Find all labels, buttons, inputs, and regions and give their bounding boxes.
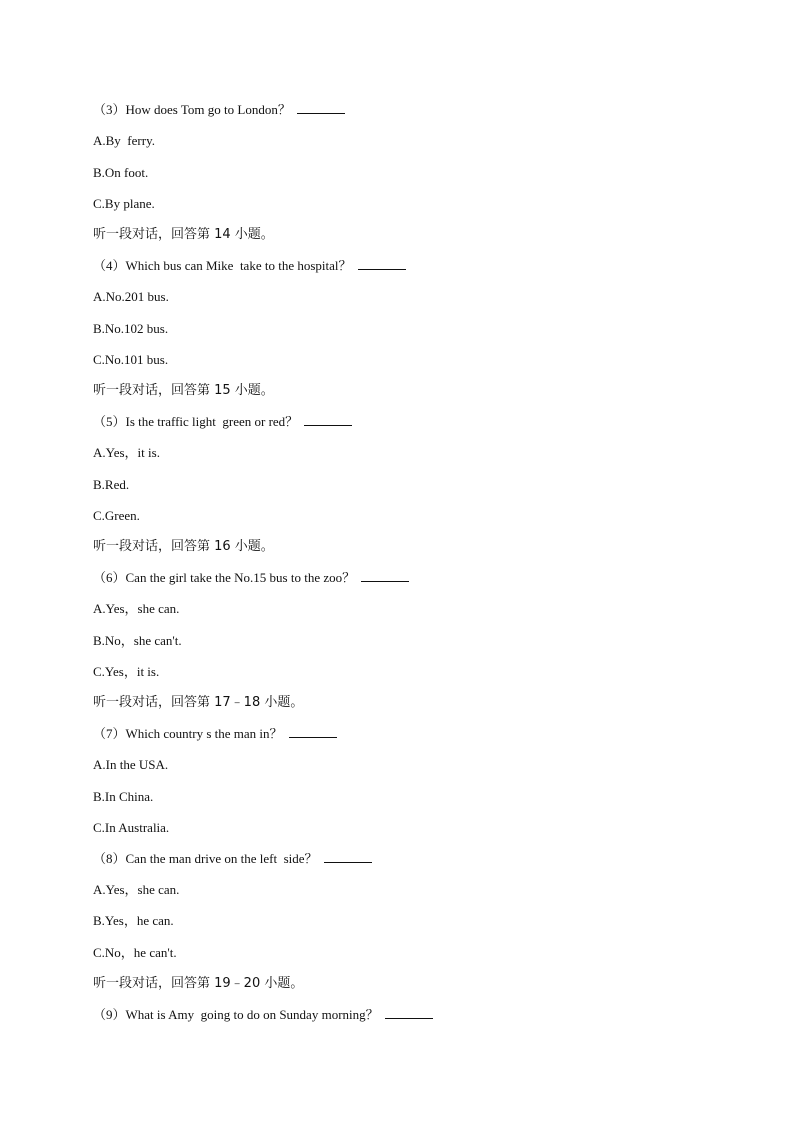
answer-blank (324, 851, 372, 863)
answer-blank (304, 414, 352, 426)
section-instruction: 听一段对话，回答第 19﹣20 小题。 (93, 976, 304, 991)
option-b: B.Red. (93, 477, 130, 492)
option-a: A.In the USA. (93, 757, 169, 772)
question-3 (93, 102, 345, 118)
question-text: （4）Which bus can Mike take to the hospital？ (93, 258, 352, 273)
option-a: A.Yes，it is. (93, 445, 160, 460)
question-text: （6）Can the girl take the No.15 bus to the zoo？ (93, 570, 356, 585)
answer-blank (361, 570, 409, 582)
section-instruction: 听一段对话，回答第 16 小题。 (93, 539, 274, 554)
option-b: B.No，she can't. (93, 633, 182, 648)
option-b: B.On foot. (93, 165, 149, 180)
question-text: （5）Is the traffic light green or red？ (93, 414, 299, 429)
option-c: C.No，he can't. (93, 945, 177, 960)
option-a: A.Yes，she can. (93, 601, 180, 616)
section-instruction: 听一段对话，回答第 17﹣18 小题。 (93, 695, 304, 710)
answer-blank (358, 258, 406, 270)
option-c: C.No.101 bus. (93, 352, 169, 367)
question-text: （7）Which country s the man in？ (93, 726, 283, 741)
option-b: B.Yes，he can. (93, 913, 174, 928)
question-8 (93, 851, 372, 867)
option-c: C.Yes，it is. (93, 664, 160, 679)
question-text: （3）How does Tom go to London？ (93, 102, 291, 117)
answer-blank (297, 102, 345, 114)
option-c: C.In Australia. (93, 820, 170, 835)
option-c: C.Green. (93, 508, 140, 523)
option-b: B.No.102 bus. (93, 321, 169, 336)
question-7 (93, 726, 337, 742)
option-a: A.Yes，she can. (93, 882, 180, 897)
question-text: （8）Can the man drive on the left side？ (93, 851, 318, 866)
answer-blank (385, 1007, 433, 1019)
section-instruction: 听一段对话，回答第 14 小题。 (93, 227, 274, 242)
question-5 (93, 414, 352, 430)
option-b: B.In China. (93, 789, 154, 804)
question-6 (93, 570, 409, 586)
option-a: A.By ferry. (93, 133, 155, 148)
question-text: （9）What is Amy going to do on Sunday morning？ (93, 1007, 379, 1022)
section-instruction: 听一段对话，回答第 15 小题。 (93, 383, 274, 398)
question-9 (93, 1007, 433, 1023)
option-c: C.By plane. (93, 196, 155, 211)
answer-blank (289, 726, 337, 738)
question-4 (93, 258, 406, 274)
option-a: A.No.201 bus. (93, 289, 169, 304)
